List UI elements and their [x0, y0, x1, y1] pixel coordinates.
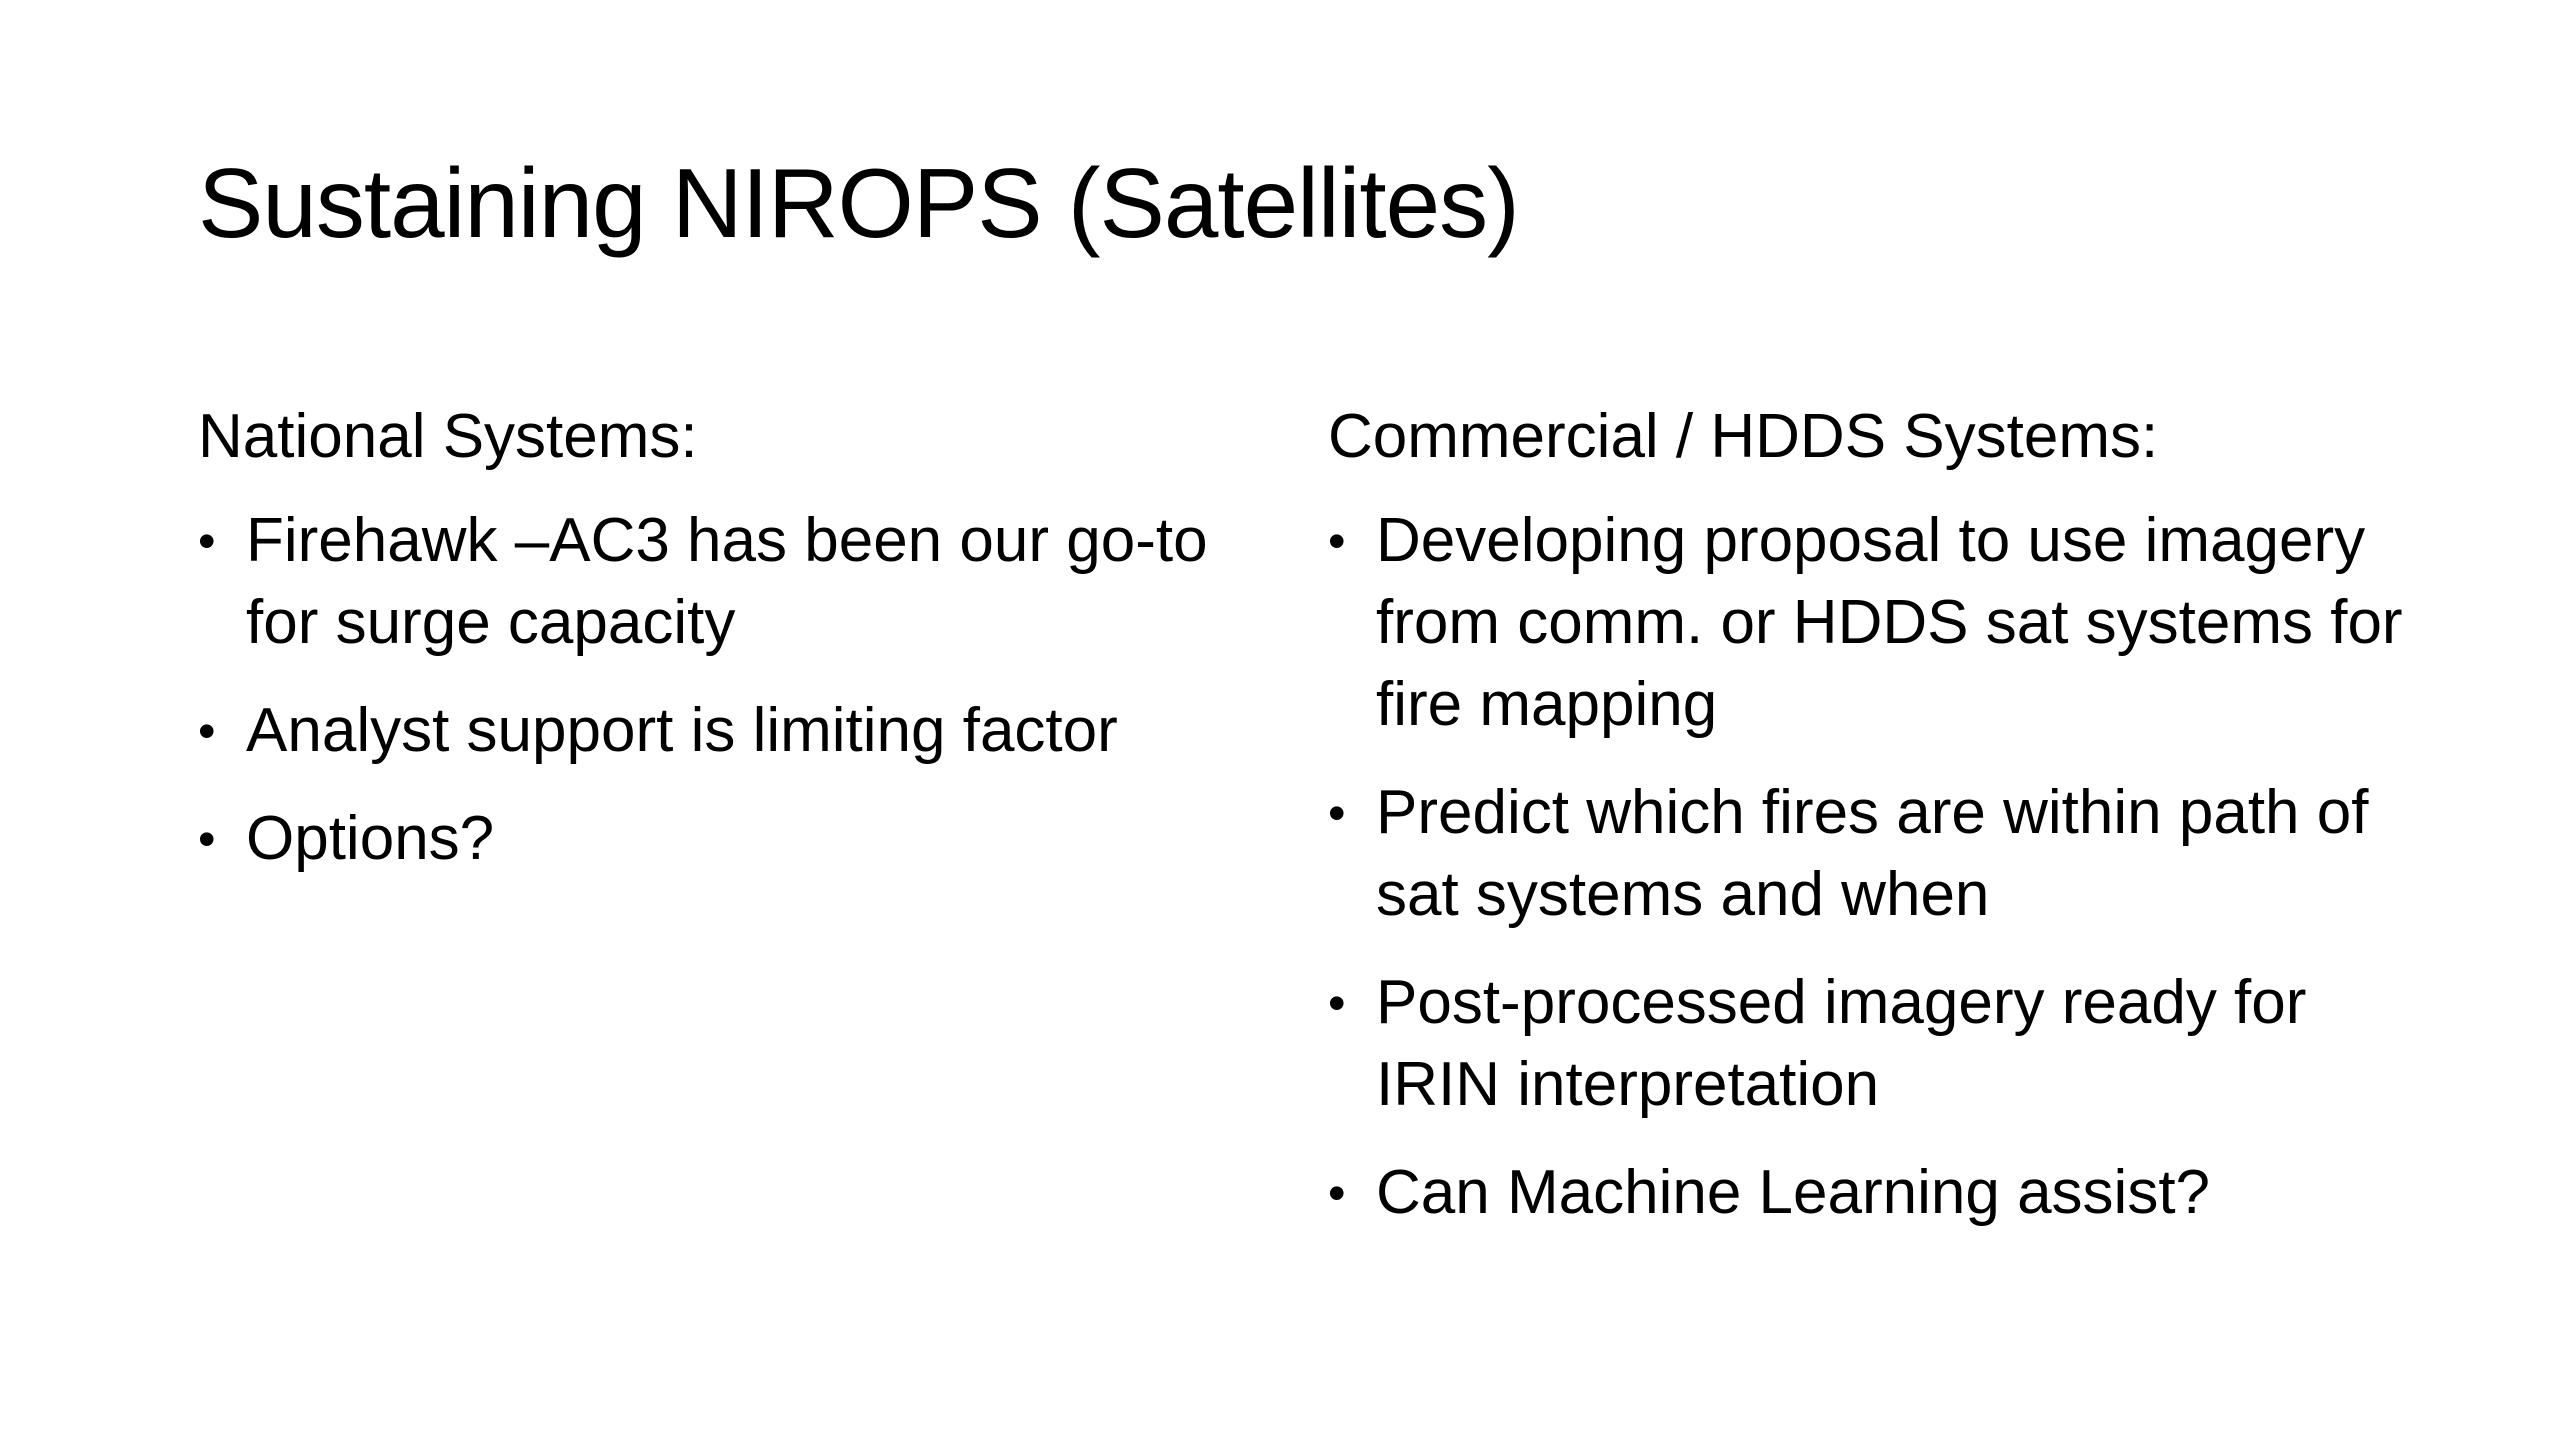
bullet-icon: •: [198, 703, 216, 759]
right-column-heading: Commercial / HDDS Systems:: [1328, 402, 2159, 471]
bullet-text: Can Machine Learning assist?: [1376, 1158, 2211, 1227]
bullet-icon: •: [1328, 513, 1346, 569]
bullet-text: Firehawk –AC3 has been our go-to for surge capacity: [246, 506, 1208, 657]
bullet-text: Post-processed imagery ready for IRIN interpretation: [1376, 968, 2307, 1119]
list-item: [198, 798, 1258, 880]
bullet-icon: •: [198, 513, 216, 569]
bullet-text: Developing proposal to use imagery from comm. or HDDS sat systems for fire mapping: [1376, 506, 2403, 739]
left-column-heading: National Systems:: [198, 402, 698, 471]
bullet-icon: •: [198, 811, 216, 867]
left-bullet-list: [198, 500, 1258, 880]
bullet-text: Options?: [246, 804, 495, 873]
list-item: [198, 690, 1258, 772]
list-item: [1328, 1152, 2418, 1234]
right-bullet-list: [1328, 500, 2418, 1234]
bullet-icon: •: [1328, 1165, 1346, 1221]
list-item: [1328, 500, 2418, 746]
right-column: [1328, 396, 2418, 1260]
bullet-icon: •: [1328, 785, 1346, 841]
left-column: [198, 396, 1258, 906]
bullet-text: Predict which fires are within path of sat systems and when: [1376, 778, 2369, 929]
list-item: [198, 500, 1258, 664]
list-item: [1328, 772, 2418, 936]
list-item: [1328, 962, 2418, 1126]
bullet-icon: •: [1328, 975, 1346, 1031]
slide-title: Sustaining NIROPS (Satellites): [198, 148, 1519, 258]
bullet-text: Analyst support is limiting factor: [246, 696, 1118, 765]
